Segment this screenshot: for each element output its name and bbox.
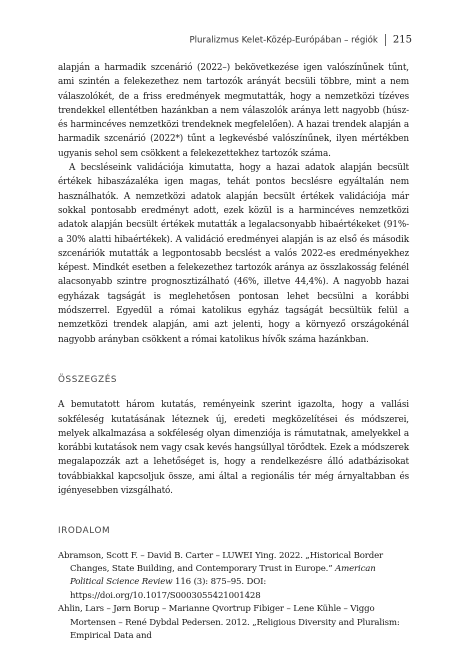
reference-journal: American Political Science Review <box>70 564 376 588</box>
page-number: 215 <box>392 34 412 46</box>
section-heading-summary: ÖSSZEGZÉS <box>58 374 118 385</box>
reference-details: 116 (3): 875–95. DOI: https://doi.org/10.1017/S0003055421001428 <box>70 577 267 601</box>
paragraph-1: alapján a harmadik szcenárió (2022–) bekövetkezése igen valószínűnek tűnt, ami szintén a felekezethez nem tartozók arányát becsüli többre, mint a nem válaszolókét, de a friss eredmények megmutatták, hogy a nemzetközi tízéves trendekkel ellentétben hazánkban a nem válaszolók aránya lett nagyobb (húsz- és harmincéves nemzetközi trendeknek megfelelően). A hazai trendek alapján a harmadik szcenárió (2022*) tűnt a legkevésbé valószínűnek, ilyen mértékben ugyanis sehol sem csökkent a felekezettekhez tartozók száma. <box>58 63 409 159</box>
paragraph-2: A becsléseink validációja kimutatta, hogy a hazai adatok alapján becsült értékek hibaszázaléka igen magas, tehát pontos becslésre egyáltalán nem használhatók. A nemzetközi adatok alapján becsült értékek validációja már sokkal pontosabb eredményt adott, ezek közül is a harmincéves nemzetközi adatok alapján becsült értékek mutatták a legalacsonyabb hibaértékeket (91%-a 30% alatti hibaértékek). A validáció eredményei alapján is az első és második szcenáriók mutatták a legpontosabb becslést a valós 2022-es eredményekhez képest. Mindkét esetben a felekezethez tartozók aránya az összlakosság felénél alacsonyabb szintre prognosztizálható (46%, illetve 44,4%). A nagyobb hazai egyházak tagságát is meglehetősen pontosan lehet becsülni a korábbi módszerrel. Egyedül a római katolikus egyház tagságát becsültük felül a nemzetközi trendek alapján, ami azt jelenti, hogy a környező országokénál nagyobb arányban csökkent a római katolikus hívők száma hazánkban. <box>58 163 409 345</box>
reference-item <box>58 550 409 604</box>
running-header <box>189 34 412 46</box>
reference-list <box>58 550 409 644</box>
reference-item <box>58 603 409 643</box>
body-text <box>58 61 409 643</box>
reference-text: Ahlin, Lars – Jørn Borup – Marianne Qvortrup Fibiger – Lene Kühle – Viggo Mortensen – René Dybdal Pedersen. 2012. „Religious Diversity and Pluralism: Empirical Data and <box>58 604 400 642</box>
section-heading-references: IRODALOM <box>58 526 111 537</box>
summary-paragraph: A bemutatott három kutatás, reményeink szerint igazolta, hogy a vallási sokféleség kutatásának léteznek új, eredeti megközelítései és módszerei, melyek alkalmazása a sokféleség olyan dimenziója is rámutatnak, amelyekkel a korábbi kutatások nem vagy csak kevés hangsúllyal törődtek. Ezek a módszerek megalapozzák azt a lehetőséget is, hogy a rendelkezésre álló adatbázisokat továbbiakkal kapcsoljuk össze, ami által a regionális tér még árnyaltabban és igényesebben vizsgálható. <box>58 400 409 497</box>
header-divider <box>385 34 386 46</box>
reference-text: Abramson, Scott F. – David B. Carter – LUWEI Ying. 2022. „Historical Border Changes, State Building, and Contemporary Trust in Europe.” <box>58 550 384 575</box>
running-title: Pluralizmus Kelet-Közép-Európában – régiók <box>189 35 378 46</box>
